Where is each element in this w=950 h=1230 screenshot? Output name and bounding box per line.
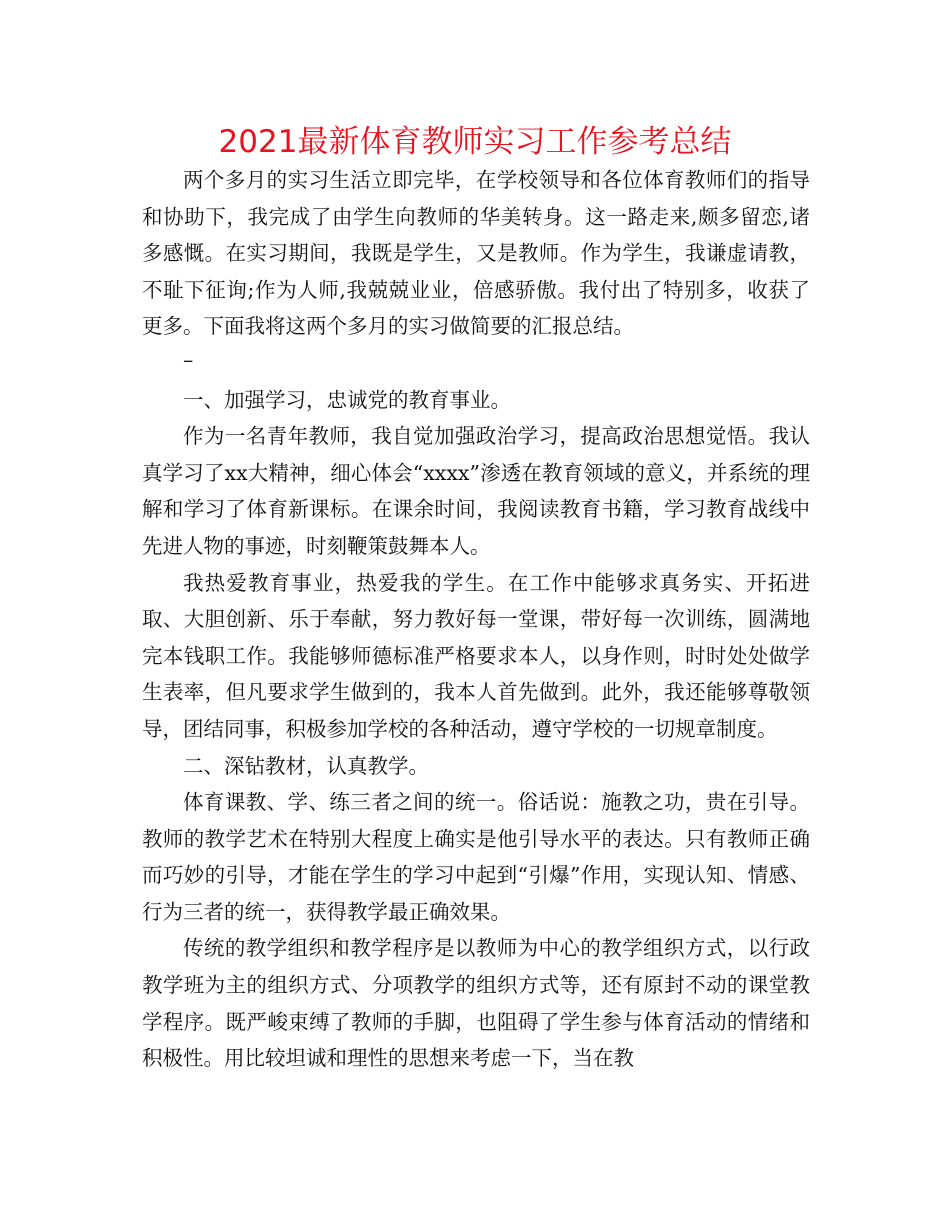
paragraph-intro: 两个多月的实习生活立即完毕，在学校领导和各位体育教师们的指导和协助下，我完成了由学生向教师的华美转身。这一路走来,颇多留恋,诸多感慨。在实习期间，我既是学生，又是教师。作为学生，我谦虚请教，不耻下征询;作为人师,我兢兢业业，倍感骄傲。我付出了特别多，收获了更多。下面我将这两个多月的实习做简要的汇报总结。 bbox=[142, 168, 810, 339]
section-heading-2: 二、深钻教材，认真教学。 bbox=[183, 753, 429, 778]
paragraph-tradition: 传统的教学组织和教学程序是以教师为中心的教学组织方式，以行政教学班为主的组织方式、分项教学的组织方式等，还有原封不动的课堂教学程序。既严峻束缚了教师的手脚，也阻碍了学生参与体育活动的情绪和积极性。用比较坦诚和理性的思想来考虑一下，当在教 bbox=[142, 936, 810, 1071]
document-body bbox=[142, 162, 810, 1077]
document-title: 2021最新体育教师实习工作参考总结 bbox=[218, 124, 732, 160]
section-heading-1: 一、加强学习，忠诚党的教育事业。 bbox=[183, 387, 511, 412]
paragraph-dedication: 我热爱教育事业，热爱我的学生。在工作中能够求真务实、开拓进取、大胆创新、乐于奉献，努力教好每一堂课，带好每一次训练，圆满地完本钱职工作。我能够师德标准严格要求本人，以身作则，时时处处做学生表率，但凡要求学生做到的，我本人首先做到。此外，我还能够尊敬领导，团结同事，积极参加学校的各种活动，遵守学校的一切规章制度。 bbox=[142, 570, 810, 741]
paragraph-study: 作为一名青年教师，我自觉加强政治学习，提高政治思想觉悟。我认真学习了xx大精神，细心体会“xxxx”渗透在教育领域的意义，并系统的理解和学习了体育新课标。在课余时间，我阅读教育书籍，学习教育战线中先进人物的事迹，时刻鞭策鼓舞本人。 bbox=[142, 424, 810, 558]
paragraph-teaching: 体育课教、学、练三者之间的统一。俗话说：施教之功，贵在引导。教师的教学艺术在特别大程度上确实是他引导水平的表达。只有教师正确而巧妙的引导，才能在学生的学习中起到“引爆”作用，实现认知、情感、行为三者的统一，获得教学最正确效果。 bbox=[142, 790, 810, 924]
paragraph-marker: – bbox=[183, 347, 194, 372]
